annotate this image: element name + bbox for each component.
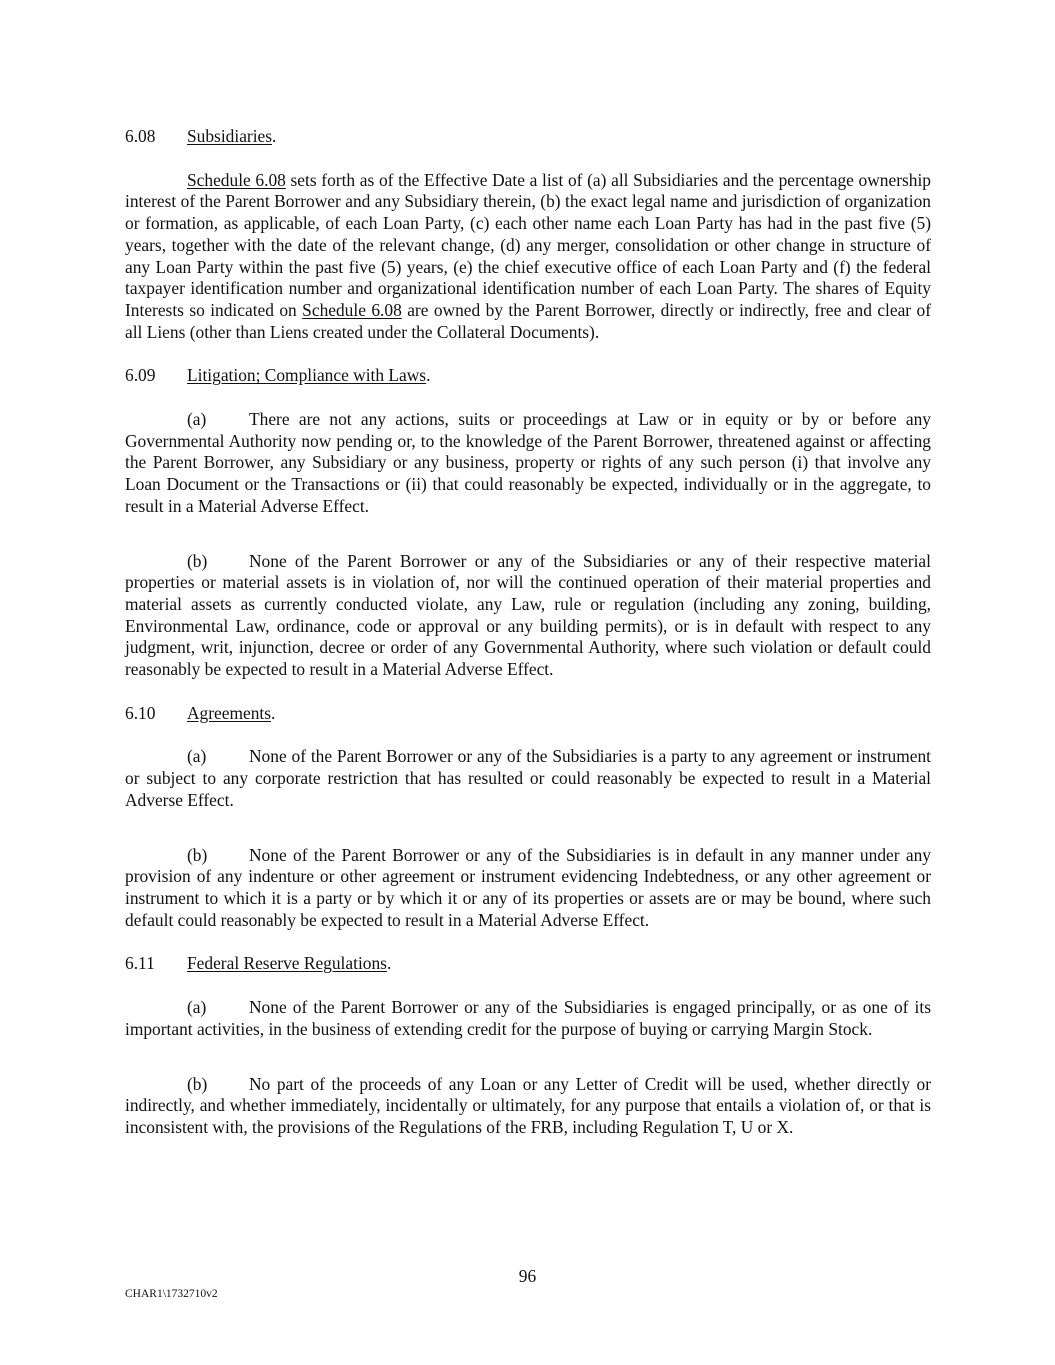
- section-number: 6.10: [125, 702, 156, 723]
- clause-text: There are not any actions, suits or proceedings at Law or in equity or by or before any Governmental Authority now pending or, to the knowledge of the Parent Borrower, threatened against or affecting the Parent Borrower, any Subsidiary or any business, property or rights of any such person (i) that involve any Loan Document or the Transactions or (ii) that could reasonably be expected, individually or in the aggregate, to result in a Material Adverse Effect.: [125, 409, 931, 516]
- section-paragraph: Schedule 6.08 sets forth as of the Effective Date a list of (a) all Subsidiaries and the percentage ownership interest of the Parent Borrower and any Subsidiary therein, (b) the exact legal name and jurisdiction of organization or formation, as applicable, of each Loan Party, (c) each other name each Loan Party has had in the past five (5) years, together with the date of the relevant change, (d) any merger, consolidation or other change in structure of any Loan Party within the past five (5) years, (e) the chief executive office of each Loan Party and (f) the federal taxpayer identification number and organizational identification number of each Loan Party. The shares of Equity Interests so indicated on Schedule 6.08 are owned by the Parent Borrower, directly or indirectly, free and clear of all Liens (other than Liens created under the Collateral Documents).: [125, 169, 931, 342]
- section-heading-6-09: 6.09 Litigation; Compliance with Laws .: [125, 365, 431, 386]
- section-heading-6-10: 6.10 Agreements .: [125, 702, 276, 723]
- clause-paragraph: [125, 845, 931, 932]
- clause-paragraph: [125, 1074, 931, 1139]
- section-title: Federal Reserve Regulations: [187, 953, 387, 974]
- section-number: 6.09: [125, 365, 156, 386]
- clause-text: No part of the proceeds of any Loan or any Letter of Credit will be used, whether directly or indirectly, and whether immediately, incidentally or ultimately, for any purpose that entails a violation of, or that is inconsistent with, the provisions of the Regulations of the FRB, including Regulation T, U or X.: [125, 1073, 931, 1137]
- clause-text: None of the Parent Borrower or any of the Subsidiaries is engaged principally, or as one of its important activities, in the business of extending credit for the purpose of buying or carrying Margin Stock.: [125, 997, 931, 1039]
- clause-label: (b): [187, 844, 208, 865]
- section-number: 6.11: [125, 953, 155, 974]
- schedule-reference: Schedule 6.08: [302, 299, 402, 320]
- section-title: Agreements: [187, 702, 272, 723]
- clause-label: (a): [187, 997, 207, 1018]
- section-title: Subsidiaries: [187, 126, 273, 146]
- clause-paragraph: [125, 997, 931, 1040]
- section-heading-6-11: 6.11 Federal Reserve Regulations .: [125, 953, 392, 974]
- section-heading-6-08: 6.08 Subsidiaries .: [125, 126, 277, 146]
- clause-text: None of the Parent Borrower or any of the Subsidiaries or any of their respective material properties or material assets is in violation of, nor will the continued operation of their material properties and material assets as currently conducted violate, any Law, rule or regulation (including any zoning, building, Environmental Law, ordinance, code or approval or any building permits), or is in default with respect to any judgment, writ, injunction, decree or order of any Governmental Authority, where such violation or default could reasonably be expected to result in a Material Adverse Effect.: [125, 550, 931, 680]
- schedule-reference: Schedule 6.08: [187, 169, 286, 190]
- document-id: CHAR1\1732710v2: [125, 1288, 218, 1300]
- section-title: Litigation; Compliance with Laws: [187, 365, 427, 386]
- document-page: [125, 126, 931, 1139]
- section-number: 6.08: [125, 126, 156, 146]
- clause-text: None of the Parent Borrower or any of the Subsidiaries is in default in any manner under any provision of any indenture or other agreement or instrument evidencing Indebtedness, or any other agreement or instrument to which it is a party or by which it or any of its properties or assets are or may be bound, where such default could reasonably be expected to result in a Material Adverse Effect.: [125, 844, 931, 930]
- clause-text: None of the Parent Borrower or any of the Subsidiaries is a party to any agreement or instrument or subject to any corporate restriction that has resulted or could reasonably be expected to result in a Material Adverse Effect.: [125, 746, 931, 810]
- page-number: 96: [518, 1266, 537, 1286]
- clause-label: (a): [187, 746, 207, 767]
- clause-paragraph: [125, 551, 931, 681]
- clause-label: (b): [187, 1073, 208, 1094]
- clause-label: (b): [187, 550, 208, 571]
- clause-paragraph: [125, 409, 931, 518]
- clause-label: (a): [187, 409, 207, 430]
- clause-paragraph: [125, 746, 931, 811]
